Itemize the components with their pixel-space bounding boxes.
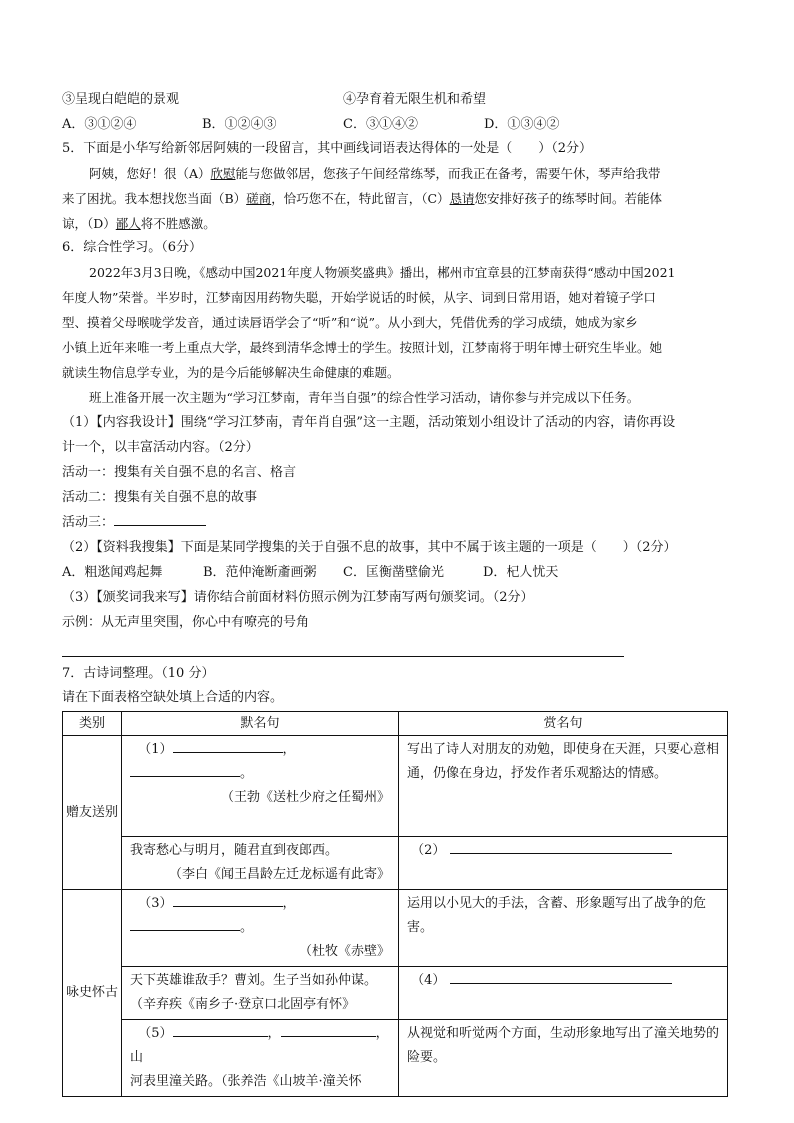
- row-2-note: （2）: [399, 837, 728, 890]
- row-3-recite: （3） ，。 （杜牧《赤壁》: [122, 890, 399, 967]
- answer-blank[interactable]: [114, 513, 206, 526]
- q4-choice-c: C．③①④②: [343, 117, 418, 132]
- row-5-note: 从视觉和听觉两个方面，生动形象地写出了潼关地势的险要。: [399, 1020, 728, 1097]
- header-category: 类别: [63, 712, 122, 736]
- q6-task-2-choice-c: C．匡衡凿壁偷光: [343, 565, 444, 580]
- q7-title: 7．古诗词整理。（10 分）: [62, 666, 215, 681]
- q7-intro: 请在下面表格空缺处填上合适的内容。: [62, 690, 284, 705]
- answer-blank[interactable]: [130, 918, 240, 931]
- poem-table: [62, 711, 728, 1097]
- row-3-source: （杜牧《赤壁》: [298, 944, 390, 959]
- row-4-source: （辛弃疾《南乡子·登京口北固亭有怀》: [130, 997, 356, 1012]
- row-1-recite: （1） ，。 （王勃《送杜少府之任蜀州》: [122, 736, 399, 837]
- q6-passage-line: 小镇上近年来唯一考上重点大学，最终到清华念博士的学生。按照计划，江梦南将于明年博士研究生毕业。她: [62, 340, 663, 355]
- q5-underlined-a: 欣慰: [210, 166, 236, 181]
- q5-stem: 5．下面是小华写给新邻居阿姨的一段留言，其中画线词语表达得体的一处是（ ）（2分）: [62, 141, 593, 156]
- header-appreciate: 赏名句: [399, 712, 728, 736]
- row-1-source: （王勃《送杜少府之任蜀州》: [220, 790, 390, 805]
- q6-title: 6．综合性学习。（6分）: [62, 240, 203, 255]
- row-4-recite: 天下英雄谁敌手？曹刘。生子当如孙仲谋。 （辛弃疾《南乡子·登京口北固亭有怀》: [122, 967, 399, 1020]
- row-2-source: （李白《闻王昌龄左迁龙标遥有此寄》: [168, 867, 390, 882]
- q6-task-2-choice-b: B．范仲淹断齑画粥: [203, 565, 317, 580]
- answer-blank[interactable]: [450, 971, 672, 984]
- row-3-note: 运用以小见大的手法，含蓄、形象题写出了战争的危害。: [399, 890, 728, 967]
- q6-passage-line: 年度人物”荣誉。半岁时，江梦南因用药物失聪，开始学说话的时候，从字、词到日常用语，她对着镜子学口: [62, 290, 656, 305]
- q6-activity-intro: 班上准备开展一次主题为“学习江梦南，青年当自强”的综合性学习活动，请你参与并完成以下任务。: [89, 390, 640, 405]
- category-farewell: 赠友送别: [63, 736, 122, 890]
- q5-underlined-b: 磋商: [246, 191, 272, 206]
- q6-passage-line: 型、摸着父母喉咙学发音，通过读唇语学会了“听”和“说”。从小到大，凭借优秀的学习成绩，她成为家乡: [62, 315, 638, 330]
- q5-message-line-1: 阿姨，您好！很（A）欣慰能与您做邻居，您孩子午间经常练琴，而我正在备考，需要午休，琴声给我带: [89, 166, 661, 181]
- answer-blank[interactable]: [173, 740, 283, 753]
- answer-blank[interactable]: [130, 764, 240, 777]
- q4-option-3: ③呈现白皑皑的景观: [62, 92, 180, 107]
- row-1-note: 写出了诗人对朋友的劝勉，即使身在天涯，只要心意相通，仍像在身边，抒发作者乐观豁达的情感。: [399, 736, 728, 837]
- q5-message-line-2: 来了困扰。我本想找您当面（B）磋商，恰巧您不在，特此留言，（C）恳请您安排好孩子的练琴时间。若能体: [62, 191, 663, 206]
- q6-passage-line: 2022年3月3日晚，《感动中国2021年度人物颁奖盛典》播出，郴州市宜章县的江梦南获得“感动中国2021: [89, 265, 676, 280]
- category-history: 咏史怀古: [63, 890, 122, 1097]
- q4-choice-a: A．③①②④: [62, 117, 137, 132]
- answer-blank[interactable]: [450, 841, 672, 854]
- q6-task-3: （3）【颁奖词我来写】请你结合前面材料仿照示例为江梦南写两句颁奖词。（2分）: [62, 590, 534, 605]
- q5-underlined-c: 恳请: [449, 191, 475, 206]
- q6-task-2-choice-a: A．粗逖闻鸡起舞: [62, 565, 163, 580]
- q6-task-2: （2）【资料我搜集】下面是某同学搜集的关于自强不息的故事，其中不属于该主题的一项是（ ）（2分）: [62, 540, 677, 555]
- q5-underlined-d: 鄙人: [115, 216, 141, 231]
- answer-blank[interactable]: [173, 894, 283, 907]
- row-5-recite: （5） ， ，山 河表里潼关路。（张养浩《山坡羊·潼关怀: [122, 1020, 399, 1097]
- q6-activity-2: 活动二：搜集有关自强不息的故事: [62, 490, 258, 505]
- q4-choice-d: D．①③④②: [484, 117, 560, 132]
- q6-task-2-choice-d: D．杞人忧天: [483, 565, 559, 580]
- q5-message-line-3: 谅，（D）鄙人将不胜感激。: [62, 216, 216, 231]
- q6-task-1-cont: 计一个，以丰富活动内容。（2分）: [62, 440, 259, 455]
- q6-passage-line: 就读生物信息学专业，为的是今后能够解决生命健康的难题。: [62, 365, 400, 380]
- header-recite: 默名句: [122, 712, 399, 736]
- answer-blank[interactable]: [281, 1024, 376, 1037]
- q6-example: 示例：从无声里突围，你心中有嘹亮的号角: [62, 615, 310, 630]
- q6-activity-1: 活动一：搜集有关自强不息的名言、格言: [62, 465, 297, 480]
- row-4-note: （4）: [399, 967, 728, 1020]
- answer-line[interactable]: [62, 656, 624, 657]
- answer-blank[interactable]: [173, 1024, 268, 1037]
- q6-task-1: （1）【内容我设计】围绕“学习江梦南，青年肖自强”这一主题，活动策划小组设计了活动的内容，请你再设: [62, 415, 676, 430]
- row-2-recite: 我寄愁心与明月，随君直到夜郎西。 （李白《闻王昌龄左迁龙标遥有此寄》: [122, 837, 399, 890]
- q6-activity-3: 活动三：: [62, 513, 206, 533]
- q4-option-4: ④孕育着无限生机和希望: [343, 92, 487, 107]
- q4-choice-b: B．①②④③: [202, 117, 277, 132]
